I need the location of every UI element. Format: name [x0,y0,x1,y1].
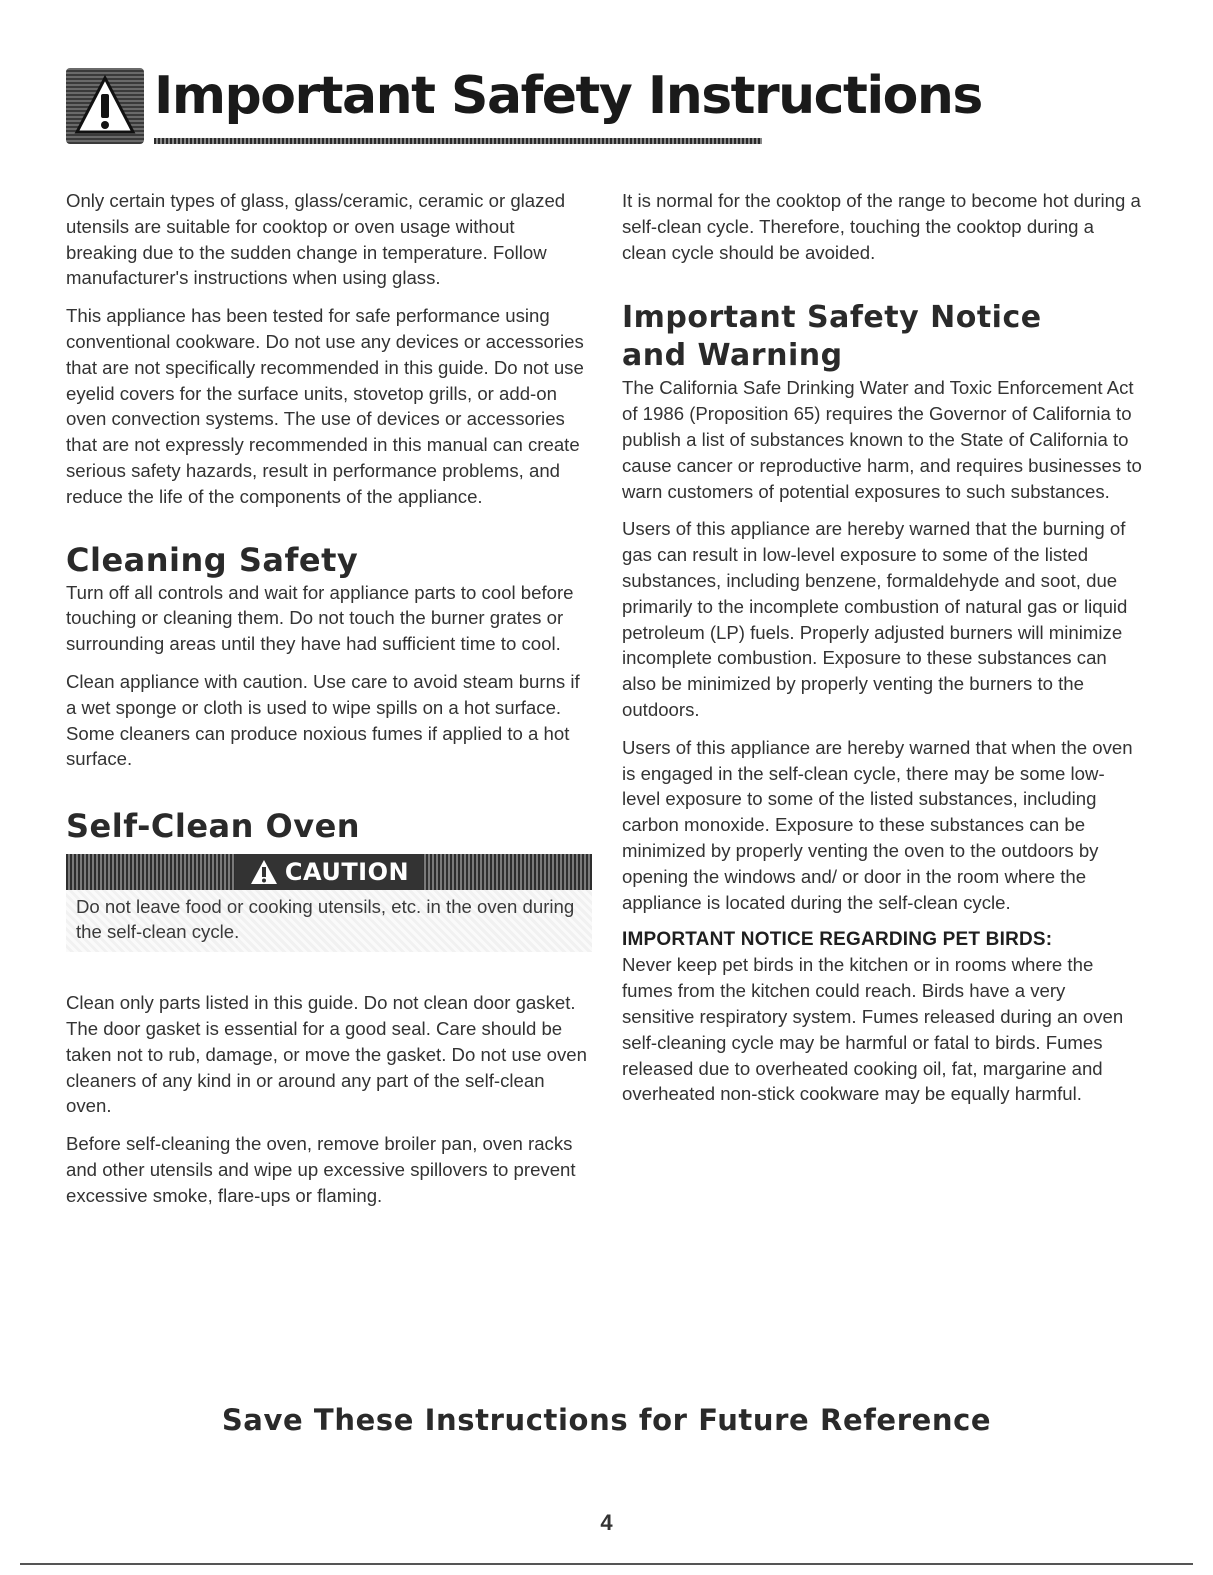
cleaning-paragraph-cool: Turn off all controls and wait for appliance parts to cool before touching or cleaning them. Do not touch the burner grates or surrounding areas until they have had sufficient time to cool. [66,581,574,655]
page-title: Important Safety Instructions [154,66,982,126]
self-clean-exposure-paragraph: Users of this appliance are hereby warned that when the oven is engaged in the self-clean cycle, there may be some low-level exposure to some of the listed substances, including carbon monoxide. Exposure to these substances can be minimized by properly venting the oven to the outdoors by opening the windows and/ or door in the room where the appliance is located during the self-clean cycle. [622,736,1133,913]
page-header [66,60,982,155]
notice-heading-line2: and Warning [622,338,843,374]
intro-paragraph-glass: Only certain types of glass, glass/ceramic, ceramic or glazed utensils are suitable for cooktop or oven usage without breaking due to the sudden change in temperature. Follow manufacturer's instructions when using glass. [66,190,566,289]
pet-birds-heading: IMPORTANT NOTICE REGARDING PET BIRDS: [622,929,1053,951]
self-clean-paragraph-gasket: Clean only parts listed in this guide. Do not clean door gasket. The door gasket is essential for a good seal. Care should be taken not to rub, damage, or move the gasket. Do not use oven cleaners of any kind in or around any part of the self-clean oven. [66,992,587,1117]
cleaning-paragraph-caution: Clean appliance with caution. Use care to avoid steam burns if a wet sponge or cloth is used to wipe spills on a hot surface. Some cleaners can produce noxious fumes if applied to a hot surface. [66,670,580,770]
page-number: 4 [600,1510,613,1535]
caution-triangle-icon [249,858,279,886]
caution-text: Do not leave food or cooking utensils, etc. in the oven during the self-clean cycle. [66,890,592,952]
self-clean-paragraph-remove: Before self-cleaning the oven, remove broiler pan, oven racks and other utensils and wipe up excessive spillovers to prevent excessive smoke, flare-ups or flaming. [66,1133,576,1206]
cleaning-safety-heading: Cleaning Safety [66,540,359,579]
warning-badge [66,68,144,144]
save-instructions-footer: Save These Instructions for Future Reference [221,1403,992,1437]
proposition-65-paragraph: The California Safe Drinking Water and Toxic Enforcement Act of 1986 (Proposition 65) requires the Governor of California to publish a list of substances known to the State of California to cause cancer or reproductive harm, and requires businesses to warn customers of potential exposures to such substances. [622,377,1142,502]
self-clean-oven-heading: Self-Clean Oven [66,807,361,846]
right-column [622,188,1142,1119]
gas-exposure-paragraph: Users of this appliance are hereby warned that the burning of gas can result in low-level exposure to some of the listed substances, including benzene, formaldehyde and soot, due primarily to the incomplete combustion of natural gas or liquid petroleum (LP) fuels. Properly adjusted burners will minimize incomplete combustion. Exposure to these substances can also be minimized by properly venting the burners to the outdoors. [622,518,1128,720]
left-column [66,188,591,1221]
pet-birds-paragraph: Never keep pet birds in the kitchen or in rooms where the fumes from the kitchen could reach. Birds have a very sensitive respiratory system. Fumes released during an oven self-cleaning cycle may be harmful or fatal to birds. Fumes released due to overheated cooking oil, fat, margarine and overheated non-stick cookware may be equally harmful. [622,954,1124,1105]
caution-label: CAUTION [284,858,410,887]
intro-paragraph-cookware: This appliance has been tested for safe performance using conventional cookware. Do not use any devices or accessories that are not specifically recommended in this guide. Do not use eyelid covers for the surface units, stovetop grills, or add-on oven convection systems. The use of devices or accessories that are not expressly recommended in this manual can create serious safety hazards, result in performance problems, and reduce the life of the components of the appliance. [66,305,584,507]
warning-triangle-icon [74,74,136,138]
notice-heading [622,299,1142,375]
cooktop-paragraph: It is normal for the cooktop of the range to become hot during a self-clean cycle. Therefore, touching the cooktop during a clean cycle should be avoided. [622,190,1141,263]
title-underline [154,138,762,144]
notice-heading-line1: Important Safety Notice [622,300,1042,336]
caution-banner [66,854,592,890]
bottom-rule [20,1563,1193,1565]
